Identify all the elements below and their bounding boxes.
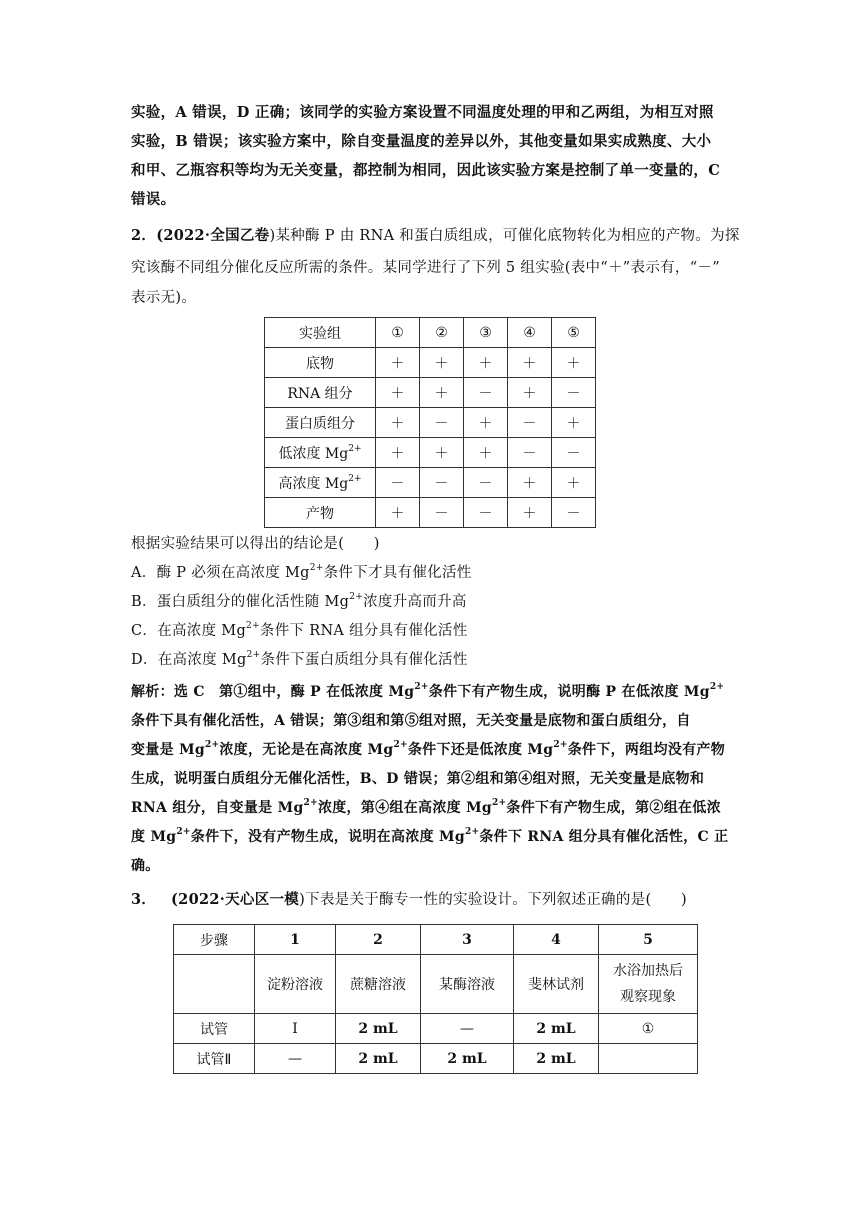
analysis-text: RNA 组分，自变量是 Mg <box>131 800 304 816</box>
text-line: 和甲、乙瓶容积等均为无关变量，都控制为相同，因此该实验方案是控制了单一变量的，C <box>131 162 721 179</box>
option-a <box>131 563 731 583</box>
superscript: 2+ <box>414 682 429 693</box>
table-row <box>174 955 698 1014</box>
table-cell <box>599 1044 698 1074</box>
table-cell: ＋ <box>420 378 464 408</box>
option-d <box>131 650 731 670</box>
superscript: 2+ <box>176 827 191 838</box>
table-cell <box>174 955 255 1014</box>
analysis-text: 浓度，第④组在高浓度 Mg <box>317 800 492 816</box>
analysis-text: 浓度，无论是在高浓度 Mg <box>219 742 394 758</box>
table-cell: ＋ <box>376 498 420 528</box>
table-cell: ＋ <box>420 438 464 468</box>
table-cell: Ⅰ <box>255 1014 336 1044</box>
superscript: 2+ <box>464 827 480 838</box>
table-header: 1 <box>255 925 336 955</box>
table-row <box>174 1044 698 1074</box>
table-cell: － <box>420 408 464 438</box>
table-cell: ＋ <box>376 348 420 378</box>
analysis-text: 条件下有产物生成，第②组在低浓 <box>506 800 721 816</box>
text-line: 实验，B 错误；该实验方案中，除自变量温度的差异以外，其他变量如果实成熟度、大小 <box>131 133 712 150</box>
question-3-stem <box>131 890 731 910</box>
analysis-line <box>131 798 731 818</box>
table-cell: 2 mL <box>336 1044 421 1074</box>
option-text: A．酶 P 必须在高浓度 Mg <box>131 565 310 581</box>
table-cell: ① <box>599 1014 698 1044</box>
question-source: 天心区一模 <box>225 892 300 908</box>
superscript: 2+ <box>348 473 362 484</box>
table-cell <box>599 955 698 1014</box>
question-number: 3． <box>131 891 157 908</box>
table-header: ② <box>420 318 464 348</box>
table-header: 4 <box>514 925 599 955</box>
superscript: 2+ <box>204 740 220 751</box>
source-open: (2022· <box>156 227 211 244</box>
cell-label: 高浓度 Mg <box>278 475 349 492</box>
analysis-text: 条件下有产物生成，说明酶 P 在低浓度 Mg <box>428 684 710 700</box>
question-2-stem <box>131 226 740 246</box>
table-cell: ＋ <box>552 348 596 378</box>
table-row <box>265 348 596 378</box>
table-cell: ＋ <box>508 348 552 378</box>
table-cell: － <box>508 408 552 438</box>
superscript: 2+ <box>246 621 260 632</box>
table-cell: ＋ <box>552 408 596 438</box>
table-cell: － <box>464 378 508 408</box>
table-header: ④ <box>508 318 552 348</box>
option-text: 条件下蛋白质组分具有催化活性 <box>260 652 468 668</box>
table-cell: － <box>420 468 464 498</box>
analysis-text: 度 Mg <box>131 829 177 845</box>
analysis-line <box>131 740 731 760</box>
table-cell <box>265 438 376 468</box>
superscript: 2+ <box>348 443 362 454</box>
text-line: 究该酶不同组分催化反应所需的条件。某同学进行了下列 5 组实验(表中“＋”表示有，“－” <box>131 260 720 276</box>
source-open: (2022· <box>171 891 226 908</box>
analysis-line <box>131 682 731 702</box>
cell-line: 观察现象 <box>620 989 676 1005</box>
table-header: ⑤ <box>552 318 596 348</box>
cell-line: 水浴加热后 <box>613 963 683 979</box>
option-text: B．蛋白质组分的催化活性随 Mg <box>131 594 350 610</box>
table-cell: ＋ <box>508 468 552 498</box>
text-line: 表示无)。 <box>131 290 197 306</box>
table-row <box>174 1014 698 1044</box>
table-cell: － <box>376 468 420 498</box>
analysis-text: 变量是 Mg <box>131 742 205 758</box>
table-row <box>265 468 596 498</box>
analysis-text: 条件下还是低浓度 Mg <box>407 742 554 758</box>
analysis-line <box>131 827 731 847</box>
superscript: 2+ <box>393 740 408 751</box>
table-cell: ＋ <box>464 408 508 438</box>
table-header: ③ <box>464 318 508 348</box>
table-cell: 2 mL <box>336 1014 421 1044</box>
stem-text: )下表是关于酶专一性的实验设计。下列叙述正确的是( ) <box>299 892 687 908</box>
table-row <box>265 498 596 528</box>
table-cell: 2 mL <box>514 1014 599 1044</box>
table-cell: － <box>420 498 464 528</box>
table-header: 5 <box>599 925 698 955</box>
question-number: 2． <box>131 227 157 244</box>
table-cell: 蛋白质组分 <box>265 408 376 438</box>
table-cell: 产物 <box>265 498 376 528</box>
table-header: 步骤 <box>174 925 255 955</box>
question-prompt: 根据实验结果可以得出的结论是( ) <box>131 536 380 552</box>
analysis-text: 条件下，没有产物生成，说明在高浓度 Mg <box>190 829 465 845</box>
superscript: 2+ <box>303 798 318 809</box>
text-line: 实验，A 错误，D 正确；该同学的实验方案设置不同温度处理的甲和乙两组，为相互对照 <box>131 104 714 121</box>
table-cell: ＋ <box>376 378 420 408</box>
table-cell: － <box>508 438 552 468</box>
table-header: 2 <box>336 925 421 955</box>
table-cell: ＋ <box>420 348 464 378</box>
table-cell: 2 mL <box>514 1044 599 1074</box>
option-text: D．在高浓度 Mg <box>131 652 247 668</box>
table-cell: ＋ <box>464 438 508 468</box>
table-row <box>265 318 596 348</box>
option-text: 条件下才具有催化活性 <box>323 565 472 581</box>
table-cell: 试管 <box>174 1014 255 1044</box>
table-cell: 某酶溶液 <box>421 955 514 1014</box>
table-cell: — <box>255 1044 336 1074</box>
table-cell: 试管Ⅱ <box>174 1044 255 1074</box>
option-c <box>131 621 731 641</box>
superscript: 2+ <box>309 563 324 574</box>
stem-text: )某种酶 P 由 RNA 和蛋白质组成，可催化底物转化为相应的产物。为探 <box>269 228 740 244</box>
table-cell: － <box>464 468 508 498</box>
analysis-text: 条件下 RNA 组分具有催化活性，C 正 <box>479 829 729 845</box>
superscript: 2+ <box>709 682 725 693</box>
option-text: 条件下 RNA 组分具有催化活性 <box>259 623 468 639</box>
option-b <box>131 592 731 612</box>
table-row <box>265 408 596 438</box>
superscript: 2+ <box>553 740 568 751</box>
table-cell: — <box>421 1014 514 1044</box>
analysis-text: 第①组中，酶 P 在低浓度 Mg <box>204 684 415 700</box>
analysis-line: 条件下具有催化活性，A 错误；第③组和第⑤组对照，无关变量是底物和蛋白质组分，自 <box>131 713 691 729</box>
table-cell: ＋ <box>376 438 420 468</box>
table-cell: 淀粉溶液 <box>255 955 336 1014</box>
table-row <box>265 378 596 408</box>
table-cell: ＋ <box>508 378 552 408</box>
table-cell: ＋ <box>552 468 596 498</box>
table-row <box>174 925 698 955</box>
analysis-text: 条件下，两组均没有产物 <box>567 742 726 758</box>
analysis-label: 解析：选 C <box>131 684 205 700</box>
table-header: ① <box>376 318 420 348</box>
option-text: 浓度升高而升高 <box>363 594 467 610</box>
table-cell: － <box>552 438 596 468</box>
superscript: 2+ <box>492 798 507 809</box>
text-line: 错误。 <box>131 191 176 208</box>
table-header: 3 <box>421 925 514 955</box>
table-cell: 蔗糖溶液 <box>336 955 421 1014</box>
table-cell: － <box>552 378 596 408</box>
table-cell: ＋ <box>508 498 552 528</box>
table-cell: 斐林试剂 <box>514 955 599 1014</box>
table-cell <box>265 468 376 498</box>
question-source: 全国乙卷 <box>210 228 270 244</box>
table-cell: RNA 组分 <box>265 378 376 408</box>
enzyme-specificity-table <box>173 924 698 1074</box>
experiment-table <box>264 317 596 528</box>
table-cell: 2 mL <box>421 1044 514 1074</box>
option-text: C．在高浓度 Mg <box>131 623 247 639</box>
analysis-line: 确。 <box>131 858 160 874</box>
cell-label: 低浓度 Mg <box>278 445 349 462</box>
analysis-line: 生成，说明蛋白质组分无催化活性，B、D 错误；第②组和第④组对照，无关变量是底物和 <box>131 771 705 787</box>
table-header: 实验组 <box>265 318 376 348</box>
table-cell: ＋ <box>376 408 420 438</box>
table-cell: － <box>464 498 508 528</box>
table-row <box>265 438 596 468</box>
table-cell: ＋ <box>464 348 508 378</box>
table-cell: － <box>552 498 596 528</box>
superscript: 2+ <box>246 650 261 661</box>
table-cell: 底物 <box>265 348 376 378</box>
superscript: 2+ <box>349 592 364 603</box>
